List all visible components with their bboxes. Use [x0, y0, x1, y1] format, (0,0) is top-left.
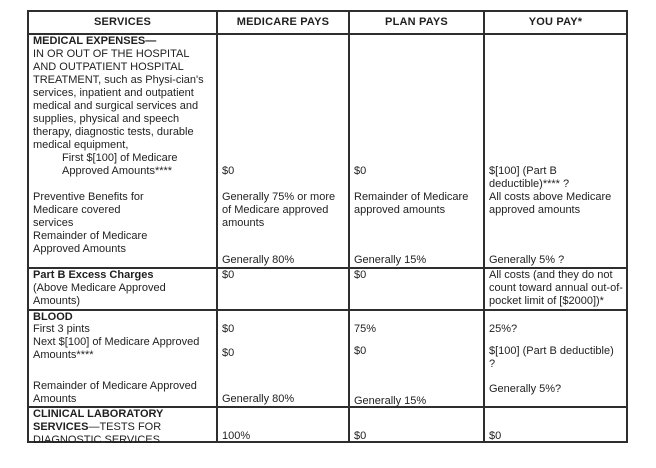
column-header-you-pay: YOU PAY*: [483, 12, 626, 33]
first-deductible-you: $[100] (Part B deductible)**** ?: [489, 165, 570, 190]
blood-services-cell: [29, 311, 216, 406]
part-b-plan: $0: [354, 269, 367, 281]
preventive-benefits-you: All costs above Medicare approved amounts: [489, 191, 612, 216]
blood-remainder-medicare: Generally 80%: [222, 393, 295, 405]
part-b-plan-cell: [348, 269, 483, 309]
clinical-lab-services-cell: [29, 408, 216, 446]
blood-next-deductible-medicare: $0: [222, 347, 235, 359]
section-blood: [29, 309, 626, 406]
me-remainder-service: Remainder of Medicare Approved Amounts: [33, 230, 148, 255]
medical-expenses-you-cell: [483, 35, 626, 267]
medical-expenses-medicare-cell: [216, 35, 348, 267]
blood-title: BLOOD: [33, 311, 73, 323]
blood-first-pints-you: 25%?: [489, 323, 518, 335]
part-b-title: Part B Excess Charges: [33, 269, 154, 281]
medical-expenses-description: IN OR OUT OF THE HOSPITAL AND OUTPATIENT HOSPITAL TREATMENT, such as Physi-cian's services, inpatient and outpatient medical and surgical services and supplies, physical and speech therapy, diagnostic tests, durable medical equipment,: [33, 48, 204, 151]
first-deductible-service: First $[100] of Medicare Approved Amounts****: [62, 152, 178, 177]
clinical-lab-title-block: [33, 408, 213, 447]
medical-expenses-services-cell: [29, 35, 216, 267]
part-b-you-cell: [483, 269, 626, 309]
medical-expenses-title: MEDICAL EXPENSES—: [33, 35, 157, 47]
preventive-benefits-service: Preventive Benefits for Medicare covered services: [33, 191, 144, 229]
blood-plan-cell: [348, 311, 483, 406]
clinical-lab-plan: $0: [354, 430, 367, 442]
medical-expenses-block: [33, 35, 213, 152]
preventive-benefits-medicare: Generally 75% or more of Medicare approved amounts: [222, 191, 336, 229]
blood-you-cell: [483, 311, 626, 406]
section-part-b-excess: [29, 267, 626, 309]
column-header-medicare-pays: MEDICARE PAYS: [216, 12, 348, 33]
blood-remainder-you: Generally 5%?: [489, 383, 562, 395]
clinical-lab-medicare: 100%: [222, 430, 251, 442]
blood-next-deductible-you: $[100] (Part B deductible) ?: [489, 345, 614, 370]
blood-first-pints-service: First 3 pints: [33, 323, 90, 335]
part-b-medicare: $0: [222, 269, 235, 281]
blood-first-pints-medicare: $0: [222, 323, 235, 335]
blood-first-pints-plan: 75%: [354, 323, 377, 335]
benefits-table: [27, 10, 628, 446]
clinical-lab-you-cell: [483, 408, 626, 441]
clinical-lab-title: CLINICAL LABORATORY SERVICES: [33, 408, 164, 433]
column-header-plan-pays: PLAN PAYS: [348, 12, 483, 33]
table-header-row: [29, 12, 626, 33]
blood-next-deductible-service: Next $[100] of Medicare Approved Amounts****: [33, 336, 200, 361]
section-clinical-lab: [29, 406, 626, 446]
part-b-block: [33, 269, 178, 308]
part-b-medicare-cell: [216, 269, 348, 309]
me-remainder-you: Generally 5% ?: [489, 254, 565, 266]
part-b-you: All costs (and they do not count toward annual out-of-pocket limit of [$2000])*: [489, 269, 623, 307]
blood-remainder-plan: Generally 15%: [354, 395, 427, 407]
me-remainder-medicare: Generally 80%: [222, 254, 295, 266]
section-medical-expenses: [29, 33, 626, 267]
blood-remainder-service: Remainder of Medicare Approved Amounts: [33, 380, 197, 405]
blood-medicare-cell: [216, 311, 348, 406]
preventive-benefits-plan: Remainder of Medicare approved amounts: [354, 191, 469, 216]
medical-expenses-plan-cell: [348, 35, 483, 267]
clinical-lab-medicare-cell: [216, 408, 348, 441]
first-deductible-plan: $0: [354, 165, 367, 177]
first-deductible-medicare: $0: [222, 165, 235, 177]
part-b-services-cell: [29, 269, 216, 309]
clinical-lab-you: $0: [489, 430, 502, 442]
column-header-services: SERVICES: [93, 16, 152, 28]
clinical-lab-title-continuation: —TESTS FOR DIAGNOSTIC SERVICES: [33, 421, 162, 446]
blood-next-deductible-plan: $0: [354, 345, 367, 357]
part-b-subtitle: (Above Medicare Approved Amounts): [33, 282, 166, 307]
me-remainder-plan: Generally 15%: [354, 254, 427, 266]
clinical-lab-plan-cell: [348, 408, 483, 441]
